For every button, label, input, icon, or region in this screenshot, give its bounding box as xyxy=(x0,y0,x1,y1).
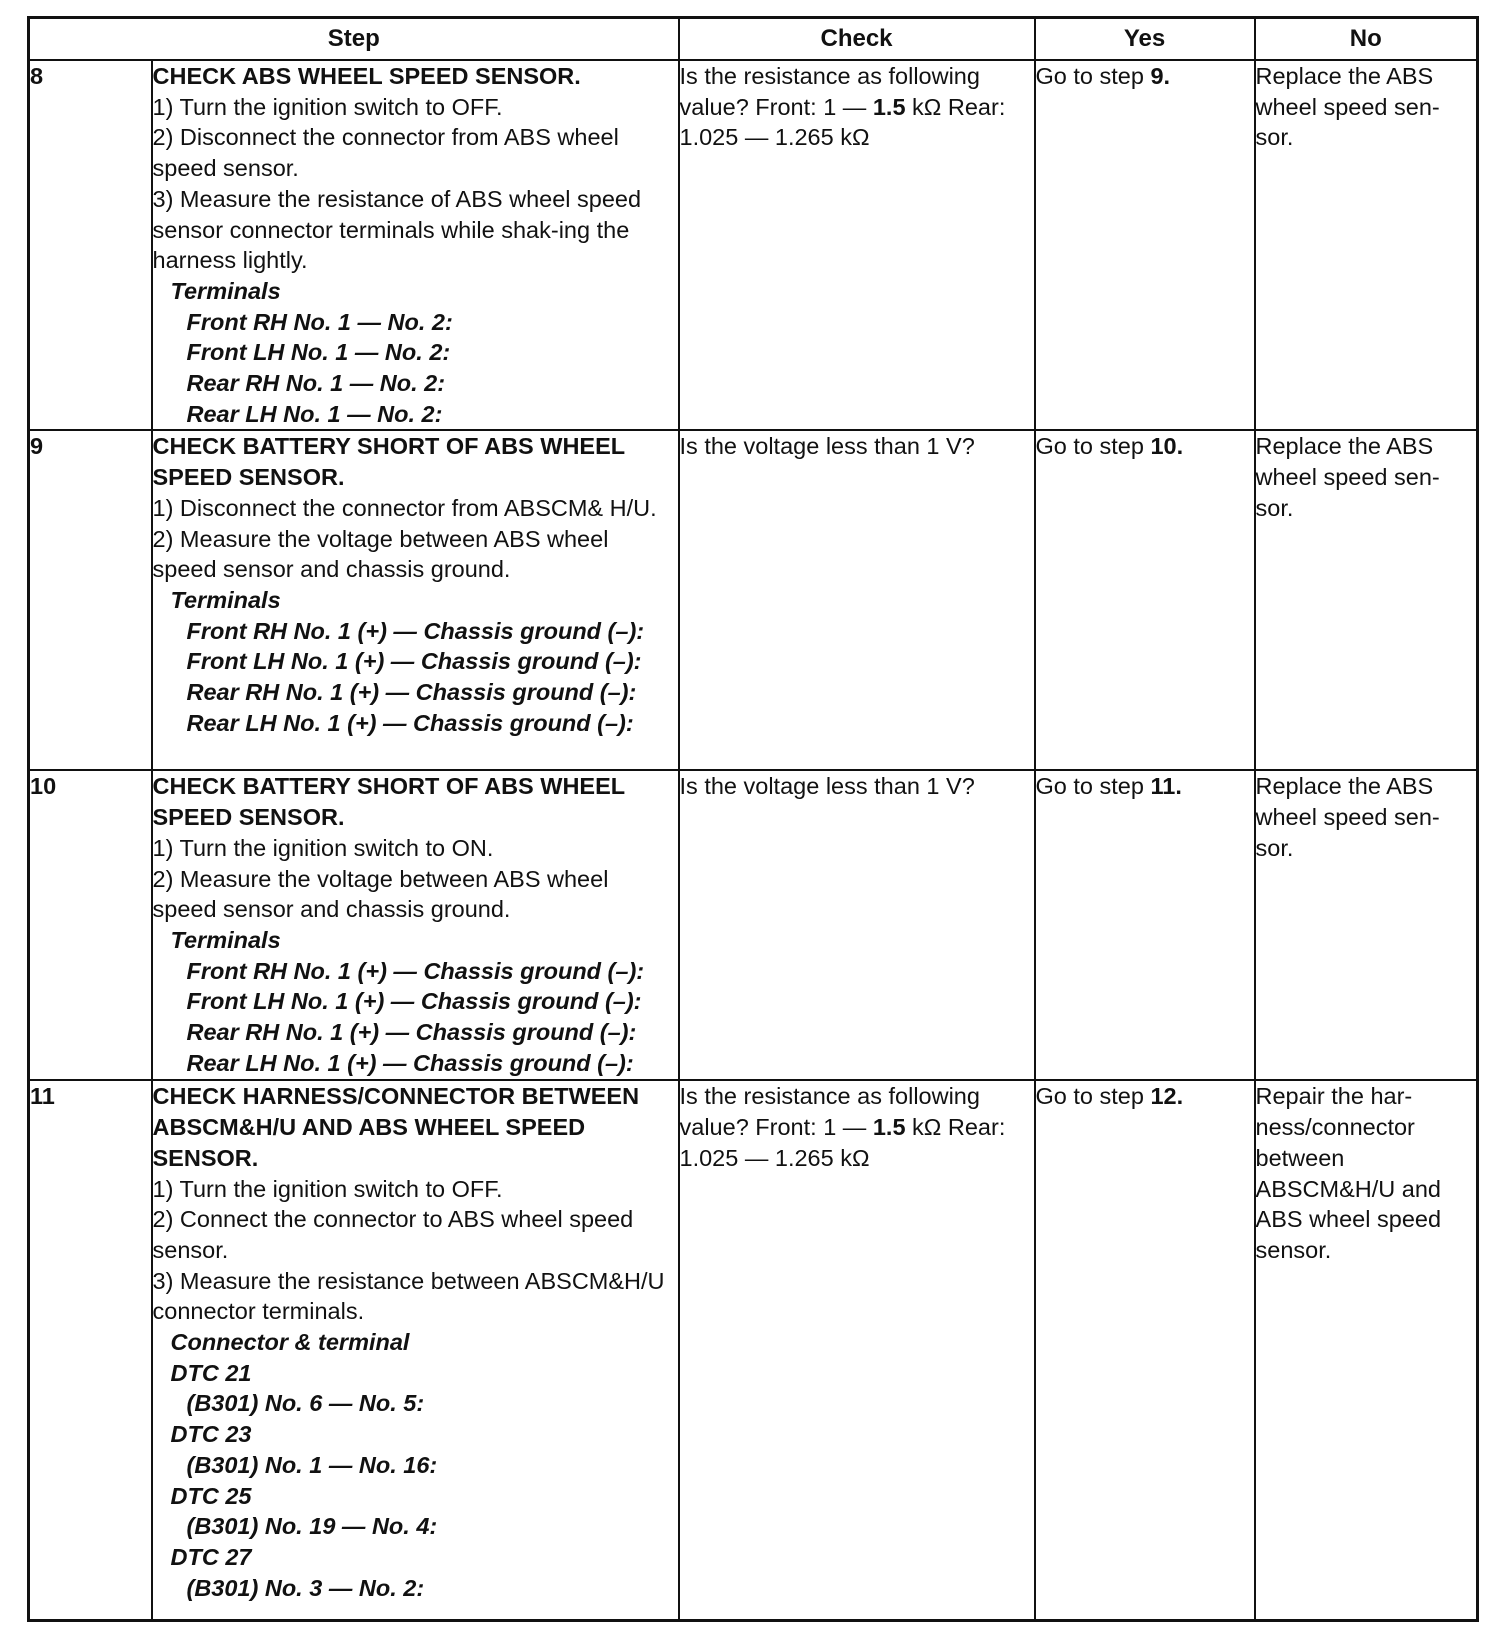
step-number: 9 xyxy=(29,430,152,770)
terminal-spec: Front RH No. 1 (+) — Chassis ground (–): xyxy=(186,957,645,984)
terminal-spec: Front LH No. 1 (+) — Chassis ground (–): xyxy=(186,988,642,1015)
no-action: Repair the har-ness/connector between ABSCM&H/U and ABS wheel speed sensor. xyxy=(1255,1080,1478,1620)
yes-step-number: 9 xyxy=(1150,63,1164,89)
terminal-spec: Front LH No. 1 (+) — Chassis ground (–): xyxy=(186,648,642,675)
dtc-pins: (B301) No. 3 — No. 2: xyxy=(186,1574,425,1601)
terminal-spec: Front RH No. 1 — No. 2: xyxy=(186,308,453,335)
yes-text: Go to step xyxy=(1035,773,1151,800)
instruction: 3) Measure the resistance between ABSCM&H/U connector terminals. xyxy=(152,1267,665,1325)
yes-text: . xyxy=(1176,433,1184,460)
check-text: kΩ Rear: 1.025 — 1.265 kΩ xyxy=(679,93,1006,151)
dtc-pins: (B301) No. 19 — No. 4: xyxy=(186,1513,438,1540)
terminal-spec: Front LH No. 1 — No. 2: xyxy=(186,339,451,366)
check-question: Is the voltage less than 1 V? xyxy=(679,770,1035,1080)
header-check: Check xyxy=(679,18,1035,61)
table-row xyxy=(29,430,1478,770)
terminal-spec: Front RH No. 1 (+) — Chassis ground (–): xyxy=(186,617,645,644)
table-row xyxy=(29,60,1478,430)
instruction: 2) Measure the voltage between ABS wheel speed sensor and chassis ground. xyxy=(152,525,609,583)
yes-step-number: 10 xyxy=(1150,433,1177,460)
dtc-code: DTC 25 xyxy=(170,1482,252,1509)
terminals-label: Terminals xyxy=(170,586,281,613)
check-text: kΩ Rear: 1.025 — 1.265 kΩ xyxy=(679,1114,1006,1171)
yes-action xyxy=(1035,1080,1255,1620)
step-description xyxy=(152,1080,679,1620)
step-title: CHECK ABS WHEEL SPEED SENSOR. xyxy=(152,63,581,89)
yes-text: . xyxy=(1176,1083,1184,1110)
instruction: 1) Turn the ignition switch to OFF. xyxy=(152,1175,503,1202)
instruction: 1) Turn the ignition switch to OFF. xyxy=(152,93,503,120)
yes-step-number: 11 xyxy=(1150,773,1176,800)
no-action: Replace the ABS wheel speed sen-sor. xyxy=(1255,770,1478,1080)
dtc-pins: (B301) No. 1 — No. 16: xyxy=(186,1451,438,1478)
yes-text: Go to step xyxy=(1035,1083,1151,1110)
dtc-code: DTC 27 xyxy=(170,1543,252,1570)
check-text: Is the resistance as following value? Front: 1 — xyxy=(679,1083,980,1141)
step-title: CHECK BATTERY SHORT OF ABS WHEEL SPEED SENSOR. xyxy=(152,433,625,491)
terminal-spec: Rear LH No. 1 — No. 2: xyxy=(186,400,443,427)
dtc-code: DTC 23 xyxy=(170,1421,252,1448)
terminals-label: Terminals xyxy=(170,926,281,953)
instruction: 1) Disconnect the connector from ABSCM& H/U. xyxy=(152,494,657,521)
check-value-bold: 1.5 xyxy=(872,1114,906,1141)
step-number: 8 xyxy=(29,60,152,430)
header-yes: Yes xyxy=(1035,18,1255,61)
table-row xyxy=(29,770,1478,1080)
check-question xyxy=(679,1080,1035,1620)
check-question xyxy=(679,60,1035,430)
check-text: Is the resistance as following value? Front: 1 — xyxy=(679,63,980,120)
connector-label: Connector & terminal xyxy=(170,1329,410,1356)
yes-text: Go to step xyxy=(1035,433,1151,460)
header-row xyxy=(29,18,1478,61)
instruction: 2) Measure the voltage between ABS wheel speed sensor and chassis ground. xyxy=(152,865,609,923)
no-action: Replace the ABS wheel speed sen-sor. xyxy=(1255,60,1478,430)
yes-action xyxy=(1035,60,1255,430)
check-value-bold: 1.5 xyxy=(872,93,906,120)
yes-text: Go to step xyxy=(1035,63,1151,89)
terminal-spec: Rear RH No. 1 — No. 2: xyxy=(186,370,446,397)
dtc-pins: (B301) No. 6 — No. 5: xyxy=(186,1390,425,1417)
instruction: 2) Disconnect the connector from ABS wheel speed sensor. xyxy=(152,124,619,182)
step-description xyxy=(152,770,679,1080)
yes-text: . xyxy=(1175,773,1182,800)
header-no: No xyxy=(1255,18,1478,61)
terminal-spec: Rear RH No. 1 (+) — Chassis ground (–): xyxy=(186,679,637,706)
no-action: Replace the ABS wheel speed sen-sor. xyxy=(1255,430,1478,770)
terminals-label: Terminals xyxy=(170,277,281,304)
terminal-spec: Rear RH No. 1 (+) — Chassis ground (–): xyxy=(186,1019,637,1046)
instruction: 2) Connect the connector to ABS wheel speed sensor. xyxy=(152,1206,634,1263)
terminal-spec: Rear LH No. 1 (+) — Chassis ground (–): xyxy=(186,709,634,736)
step-number: 11 xyxy=(29,1080,152,1620)
terminal-spec: Rear LH No. 1 (+) — Chassis ground (–): xyxy=(186,1049,634,1076)
check-question: Is the voltage less than 1 V? xyxy=(679,430,1035,770)
diagnostic-table xyxy=(27,16,1479,1622)
yes-action xyxy=(1035,770,1255,1080)
step-number: 10 xyxy=(29,770,152,1080)
yes-action xyxy=(1035,430,1255,770)
instruction: 3) Measure the resistance of ABS wheel speed sensor connector terminals while shak-ing the harness lightly. xyxy=(152,185,642,274)
yes-step-number: 12 xyxy=(1150,1083,1177,1110)
step-description xyxy=(152,430,679,770)
step-title: CHECK HARNESS/CONNECTOR BETWEEN ABSCM&H/U AND ABS WHEEL SPEED SENSOR. xyxy=(152,1083,640,1171)
header-step: Step xyxy=(29,18,679,61)
step-description xyxy=(152,60,679,430)
dtc-code: DTC 21 xyxy=(170,1359,252,1386)
table-row xyxy=(29,1080,1478,1620)
instruction: 1) Turn the ignition switch to ON. xyxy=(152,834,494,861)
yes-text: . xyxy=(1163,63,1171,89)
step-title: CHECK BATTERY SHORT OF ABS WHEEL SPEED SENSOR. xyxy=(152,773,625,831)
